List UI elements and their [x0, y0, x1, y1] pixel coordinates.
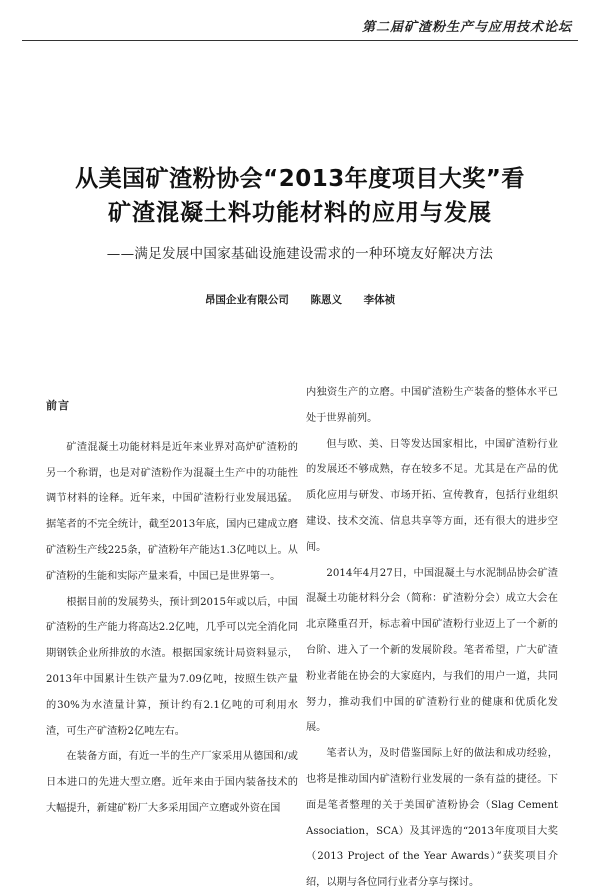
article-title-line-1: 从美国矿渣粉协会“2013年度项目大奖”看: [75, 166, 525, 192]
body-paragraph: 但与欧、美、日等发达国家相比，中国矿渣粉行业的发展还不够成熟，存在较多不足。尤其是在产品的优质化应用与研发、市场开拓、宣传教育，包括行业组织建设、技术交流、信息共享等方面，还有很大的进步空间。: [306, 438, 558, 553]
author-line: [0, 292, 600, 307]
left-column: [46, 380, 298, 822]
right-column: [306, 380, 558, 896]
article-subtitle: ——满足发展中国家基础设施建设需求的一种环境友好解决方法: [106, 246, 494, 262]
body-paragraph: 2014年4月27日，中国混凝土与水泥制品协会矿渣混凝土功能材料分会（简称：矿渣粉分会）成立大会在北京隆重召开，标志着中国矿渣粉行业迈上了一个新的台阶、进入了一个新的发展阶段。笔者希望，广大矿渣粉业者能在协会的大家庭内，与我们的用户一道，共同努力，推动我们中国的矿渣粉行业的健康和优质化发展。: [306, 567, 558, 734]
author-organization: 昂国企业有限公司: [204, 294, 289, 306]
body-paragraph: 内独资生产的立磨。中国矿渣粉生产装备的整体水平已处于世界前列。: [306, 387, 558, 424]
running-header: 第二届矿渣粉生产与应用技术论坛: [361, 20, 572, 35]
body-paragraph: 根据目前的发展势头，预计到2015年或以后，中国矿渣粉的生产能力将高达2.2亿吨，几乎可以完全消化同期钢铁企业所排放的水渣。根据国家统计局资料显示，2013年中国累计生铁产量为7.09亿吨，按照生铁产量的30%为水渣量计算，预计约有2.1亿吨的可利用水渣，可生产矿渣粉2亿吨左右。: [46, 596, 298, 737]
header-divider: [22, 40, 578, 41]
article-title-line-2: 矿渣混凝土料功能材料的应用与发展: [108, 200, 492, 226]
author-name: 李体祯: [363, 294, 396, 306]
author-name: 陈恩义: [310, 294, 342, 306]
body-paragraph: 在装备方面，有近一半的生产厂家采用从德国和/或日本进口的先进大型立磨。近年来由于国内装备技术的大幅提升，新建矿粉厂大多采用国产立磨或外资在国: [46, 751, 298, 814]
section-heading-preface: 前言: [46, 399, 70, 412]
body-paragraph: 笔者认为，及时借鉴国际上好的做法和成功经验，也将是推动国内矿渣粉行业发展的一条有益的捷径。下面是笔者整理的关于美国矿渣粉协会（Slag Cement Association，SCA）及其评选的“2013年度项目大奖（2013 Project of the Year Awards）”获奖项目介绍，以期与各位同行业者分享与探讨。: [306, 748, 558, 889]
body-paragraph: 矿渣混凝土功能材料是近年来业界对高炉矿渣粉的另一个称谓，也是对矿渣粉作为混凝土生产中的功能性调节材料的诠释。近年来，中国矿渣粉行业发展迅猛。据笔者的不完全统计，截至2013年底，国内已建成立磨矿渣粉生产线225条，矿渣粉年产能达1.3亿吨以上。从矿渣粉的生能和实际产量来看，中国已是世界第一。: [46, 441, 298, 582]
